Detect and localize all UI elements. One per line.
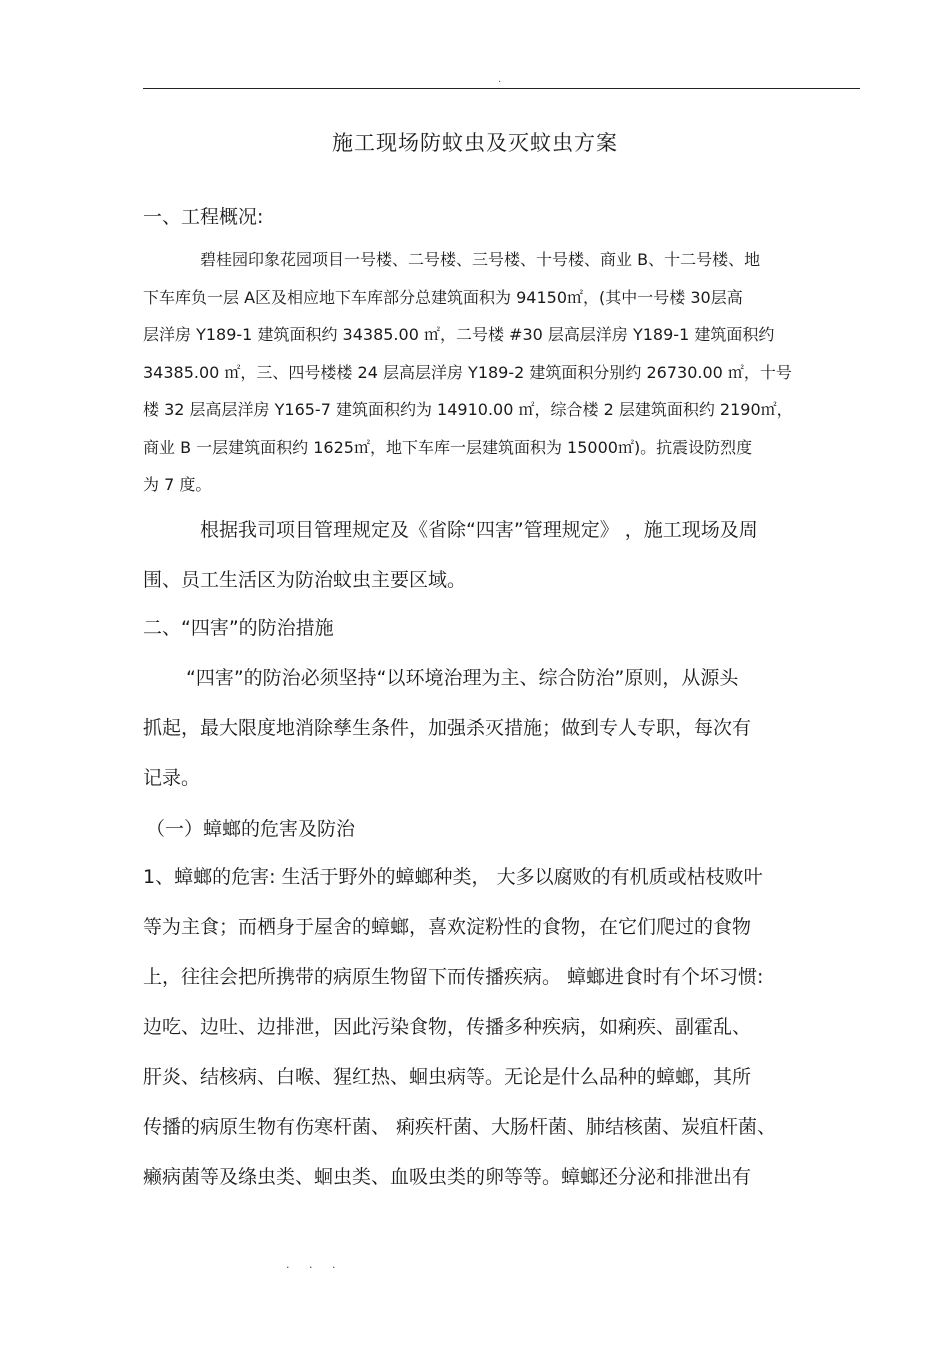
document-title: 施工现场防蚊虫及灭蚊虫方案 [332, 131, 618, 155]
principle-line: 记录。 [143, 767, 201, 789]
scope-line: 根据我司项目管理规定及《省除“四害”管理规定》 ，施工现场及周 [200, 519, 758, 541]
section-heading-measures: 二、“四害”的防治措施 [143, 617, 334, 639]
principle-line: 抓起，最大限度地消除孳生条件，加强杀灭措施；做到专人专职，每次有 [143, 717, 752, 739]
overview-line: 34385.00 ㎡，三、四号楼楼 24 层高层洋房 Y189-2 建筑面积分别约 26730.00 ㎡，十号 [143, 363, 792, 382]
subheading-cockroach: （一）蟑螂的危害及防治 [146, 818, 356, 840]
scope-line: 围、员工生活区为防治蚊虫主要区域。 [143, 569, 467, 591]
harm-line: 等为主食；而栖身于屋舍的蟑螂，喜欢淀粉性的食物，在它们爬过的食物 [143, 916, 752, 938]
harm-line: 癞病菌等及绦虫类、蛔虫类、血吸虫类的卵等等。蟑螂还分泌和排泄出有 [143, 1166, 752, 1188]
header-rule [143, 88, 860, 89]
harm-line: 边吃、边吐、边排泄，因此污染食物，传播多种疾病，如痢疾、副霍乱、 [143, 1016, 752, 1038]
harm-line: 上，往往会把所携带的病原生物留下而传播疾病。 蟑螂进食时有个坏习惯: [143, 966, 764, 988]
harm-line: 1、蟑螂的危害: 生活于野外的蟑螂种类， 大多以腐败的有机质或枯枝败叶 [143, 866, 763, 888]
overview-line: 商业 B 一层建筑面积约 1625㎡，地下车库一层建筑面积为 15000㎡)。抗震设防烈度 [143, 438, 753, 457]
principle-line: “四害”的防治必须坚持“以环境治理为主、综合防治”原则，从源头 [186, 667, 739, 689]
overview-line: 为 7 度。 [143, 475, 212, 494]
overview-line: 层洋房 Y189-1 建筑面积约 34385.00 ㎡，二号楼 #30 层高层洋房 Y189-1 建筑面积约 [143, 325, 775, 344]
overview-line: 下车库负一层 A区及相应地下车库部分总建筑面积为 94150㎡，(其中一号楼 30层高 [143, 288, 743, 307]
harm-line: 肝炎、结核病、白喉、猩红热、蛔虫病等。无论是什么品种的蟑螂，其所 [143, 1066, 752, 1088]
section-heading-overview: 一、工程概况: [143, 206, 264, 228]
overview-line: 碧桂园印象花园项目一号楼、二号楼、三号楼、十号楼、商业 B、十二号楼、地 [200, 250, 761, 269]
header-mark: . [498, 74, 502, 85]
footer-mark: . . . [286, 1258, 344, 1271]
overview-line: 楼 32 层高层洋房 Y165-7 建筑面积约为 14910.00 ㎡，综合楼 2 层建筑面积约 2190㎡， [143, 400, 793, 419]
harm-line: 传播的病原生物有伤寒杆菌、 痢疾杆菌、大肠杆菌、肺结核菌、炭疽杆菌、 [143, 1116, 777, 1138]
